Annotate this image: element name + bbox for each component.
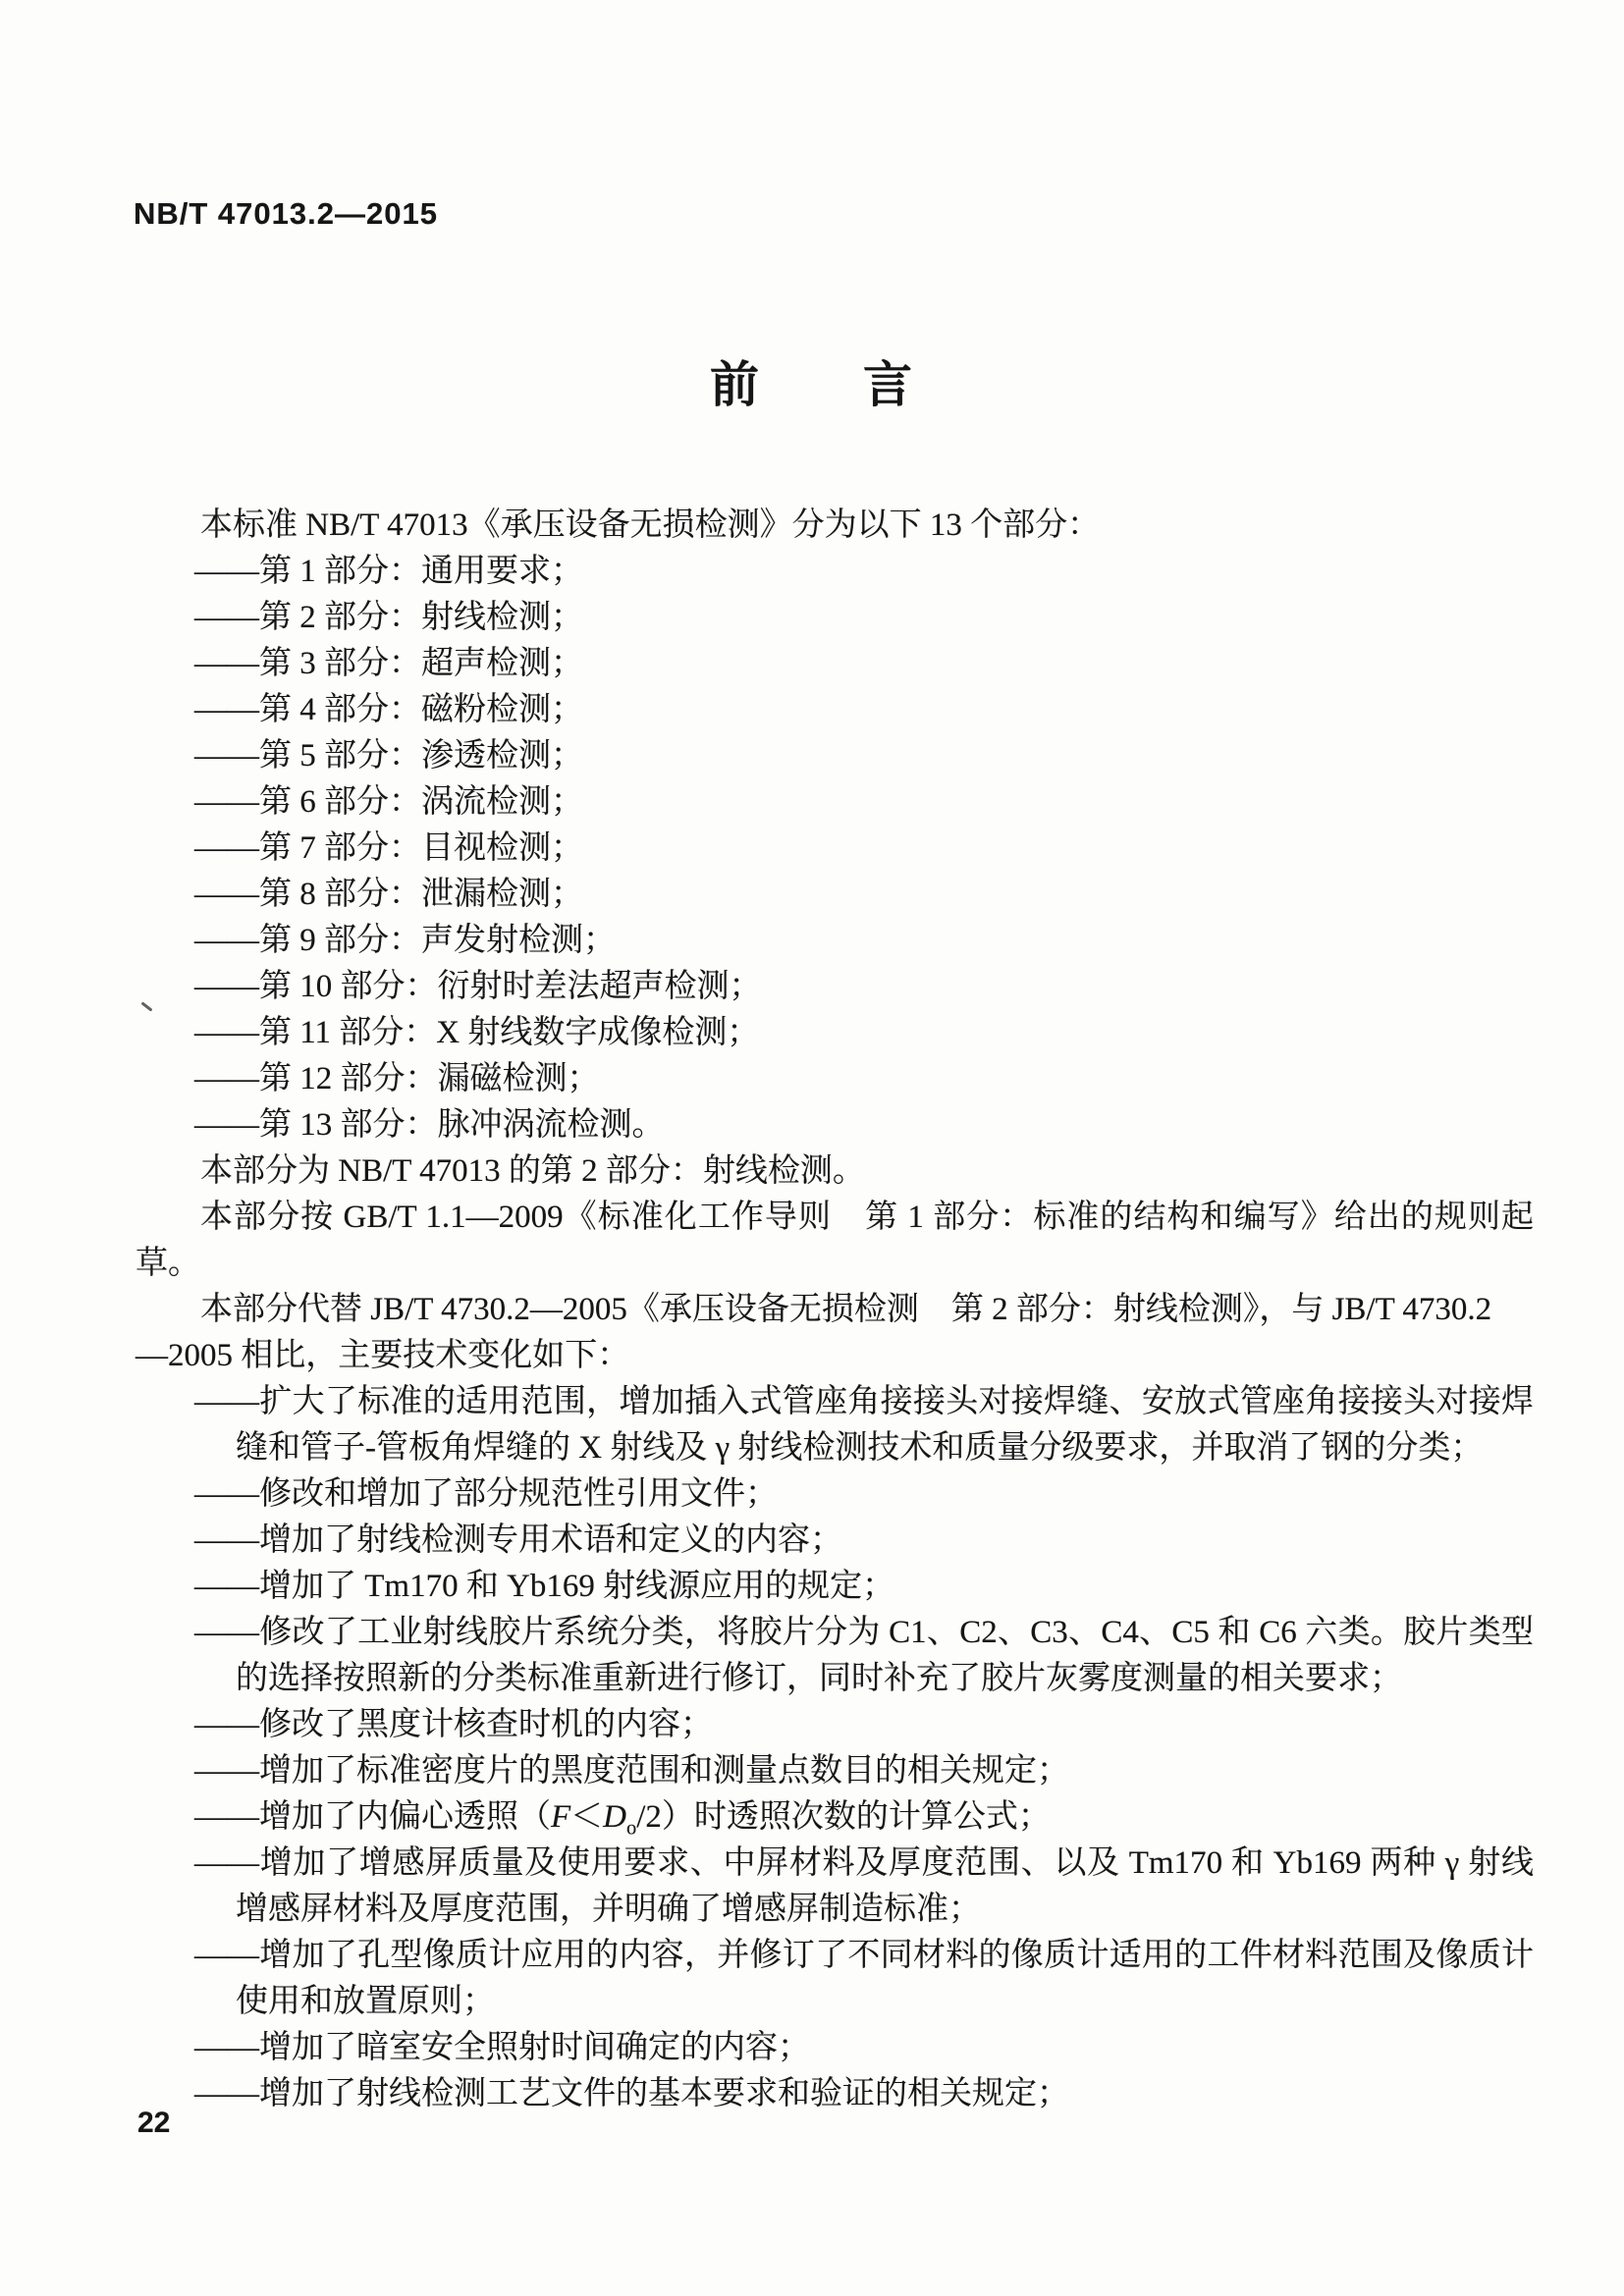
changes-list [135, 1379, 1534, 2117]
part-item-1: ——第 1 部分：通用要求； [194, 554, 583, 589]
change-item-6: ——修改了黑度计核查时机的内容； [194, 1707, 713, 1742]
foreword-body [135, 503, 1534, 2117]
page-number: 22 [137, 2107, 171, 2139]
replaces-paragraph [135, 1287, 1534, 1379]
part-item-7: ——第 7 部分：目视检测； [194, 830, 583, 866]
change-item-1: ——扩大了标准的适用范围，增加插入式管座角接接头对接焊缝、安放式管座角接接头对接焊缝和管子-管板角焊缝的 X 射线及 γ 射线检测技术和质量分级要求，并取消了钢的分类； [194, 1384, 1534, 1466]
this-part-paragraph: 本部分为 NB/T 47013 的第 2 部分：射线检测。 [200, 1153, 865, 1189]
formula-pre: ——增加了内偏心透照（ [194, 1799, 551, 1835]
replaces-line-1: 本部分代替 JB/T 4730.2—2005《承压设备无损检测 第 2 部分：射线检测》，与 JB/T 4730.2 [200, 1292, 1492, 1327]
drafting-rule-paragraph: 本部分按 GB/T 1.1—2009《标准化工作导则 第 1 部分：标准的结构和编写》给出的规则起草。 [135, 1200, 1534, 1281]
part-item-9: ——第 9 部分：声发射检测； [194, 923, 616, 958]
change-item-12: ——增加了射线检测工艺文件的基本要求和验证的相关规定； [194, 2076, 1069, 2111]
intro-paragraph: 本标准 NB/T 47013《承压设备无损检测》分为以下 13 个部分： [200, 507, 1101, 543]
replaces-line-2: —2005 相比，主要技术变化如下： [135, 1338, 630, 1373]
part-item-6: ——第 6 部分：涡流检测； [194, 784, 583, 820]
part-item-11: ——第 11 部分：X 射线数字成像检测； [194, 1015, 760, 1050]
formula-d-subscript: o [626, 1817, 637, 1840]
part-item-8: ——第 8 部分：泄漏检测； [194, 877, 583, 912]
part-item-2: ——第 2 部分：射线检测； [194, 600, 583, 635]
part-item-5: ——第 5 部分：渗透检测； [194, 738, 583, 774]
change-item-5: ——修改了工业射线胶片系统分类，将胶片分为 C1、C2、C3、C4、C5 和 C6 六类。胶片类型的选择按照新的分类标准重新进行修订，同时补充了胶片灰雾度测量的相关要求； [194, 1615, 1534, 1696]
change-item-3: ——增加了射线检测专用术语和定义的内容； [194, 1522, 842, 1558]
formula-var-d: D [603, 1799, 627, 1835]
change-item-10: ——增加了孔型像质计应用的内容，并修订了不同材料的像质计适用的工件材料范围及像质计使用和放置原则； [194, 1938, 1534, 2019]
part-item-3: ——第 3 部分：超声检测； [194, 646, 583, 681]
standard-number: NB/T 47013.2—2015 [134, 196, 438, 231]
change-item-11: ——增加了暗室安全照射时间确定的内容； [194, 2030, 810, 2065]
formula-less-than: ＜ [570, 1799, 604, 1835]
part-item-12: ——第 12 部分：漏磁检测； [194, 1061, 600, 1096]
part-item-10: ——第 10 部分：衍射时差法超声检测； [194, 969, 762, 1004]
change-item-4: ——增加了 Tm170 和 Yb169 射线源应用的规定； [194, 1569, 895, 1604]
change-item-7: ——增加了标准密度片的黑度范围和测量点数目的相关规定； [194, 1753, 1069, 1789]
parts-list [135, 549, 1534, 1148]
formula-var-f: F [551, 1799, 571, 1835]
part-item-13: ——第 13 部分：脉冲涡流检测。 [194, 1107, 665, 1143]
part-item-4: ——第 4 部分：磁粉检测； [194, 692, 583, 727]
change-item-9: ——增加了增感屏质量及使用要求、中屏材料及厚度范围、以及 Tm170 和 Yb169 两种 γ 射线增感屏材料及厚度范围，并明确了增感屏制造标准； [194, 1845, 1534, 1927]
formula-post: /2）时透照次数的计算公式； [636, 1799, 1051, 1835]
change-item-2: ——修改和增加了部分规范性引用文件； [194, 1476, 778, 1512]
change-item-8-formula [135, 1794, 1534, 1841]
page-title: 前 言 [710, 357, 914, 412]
